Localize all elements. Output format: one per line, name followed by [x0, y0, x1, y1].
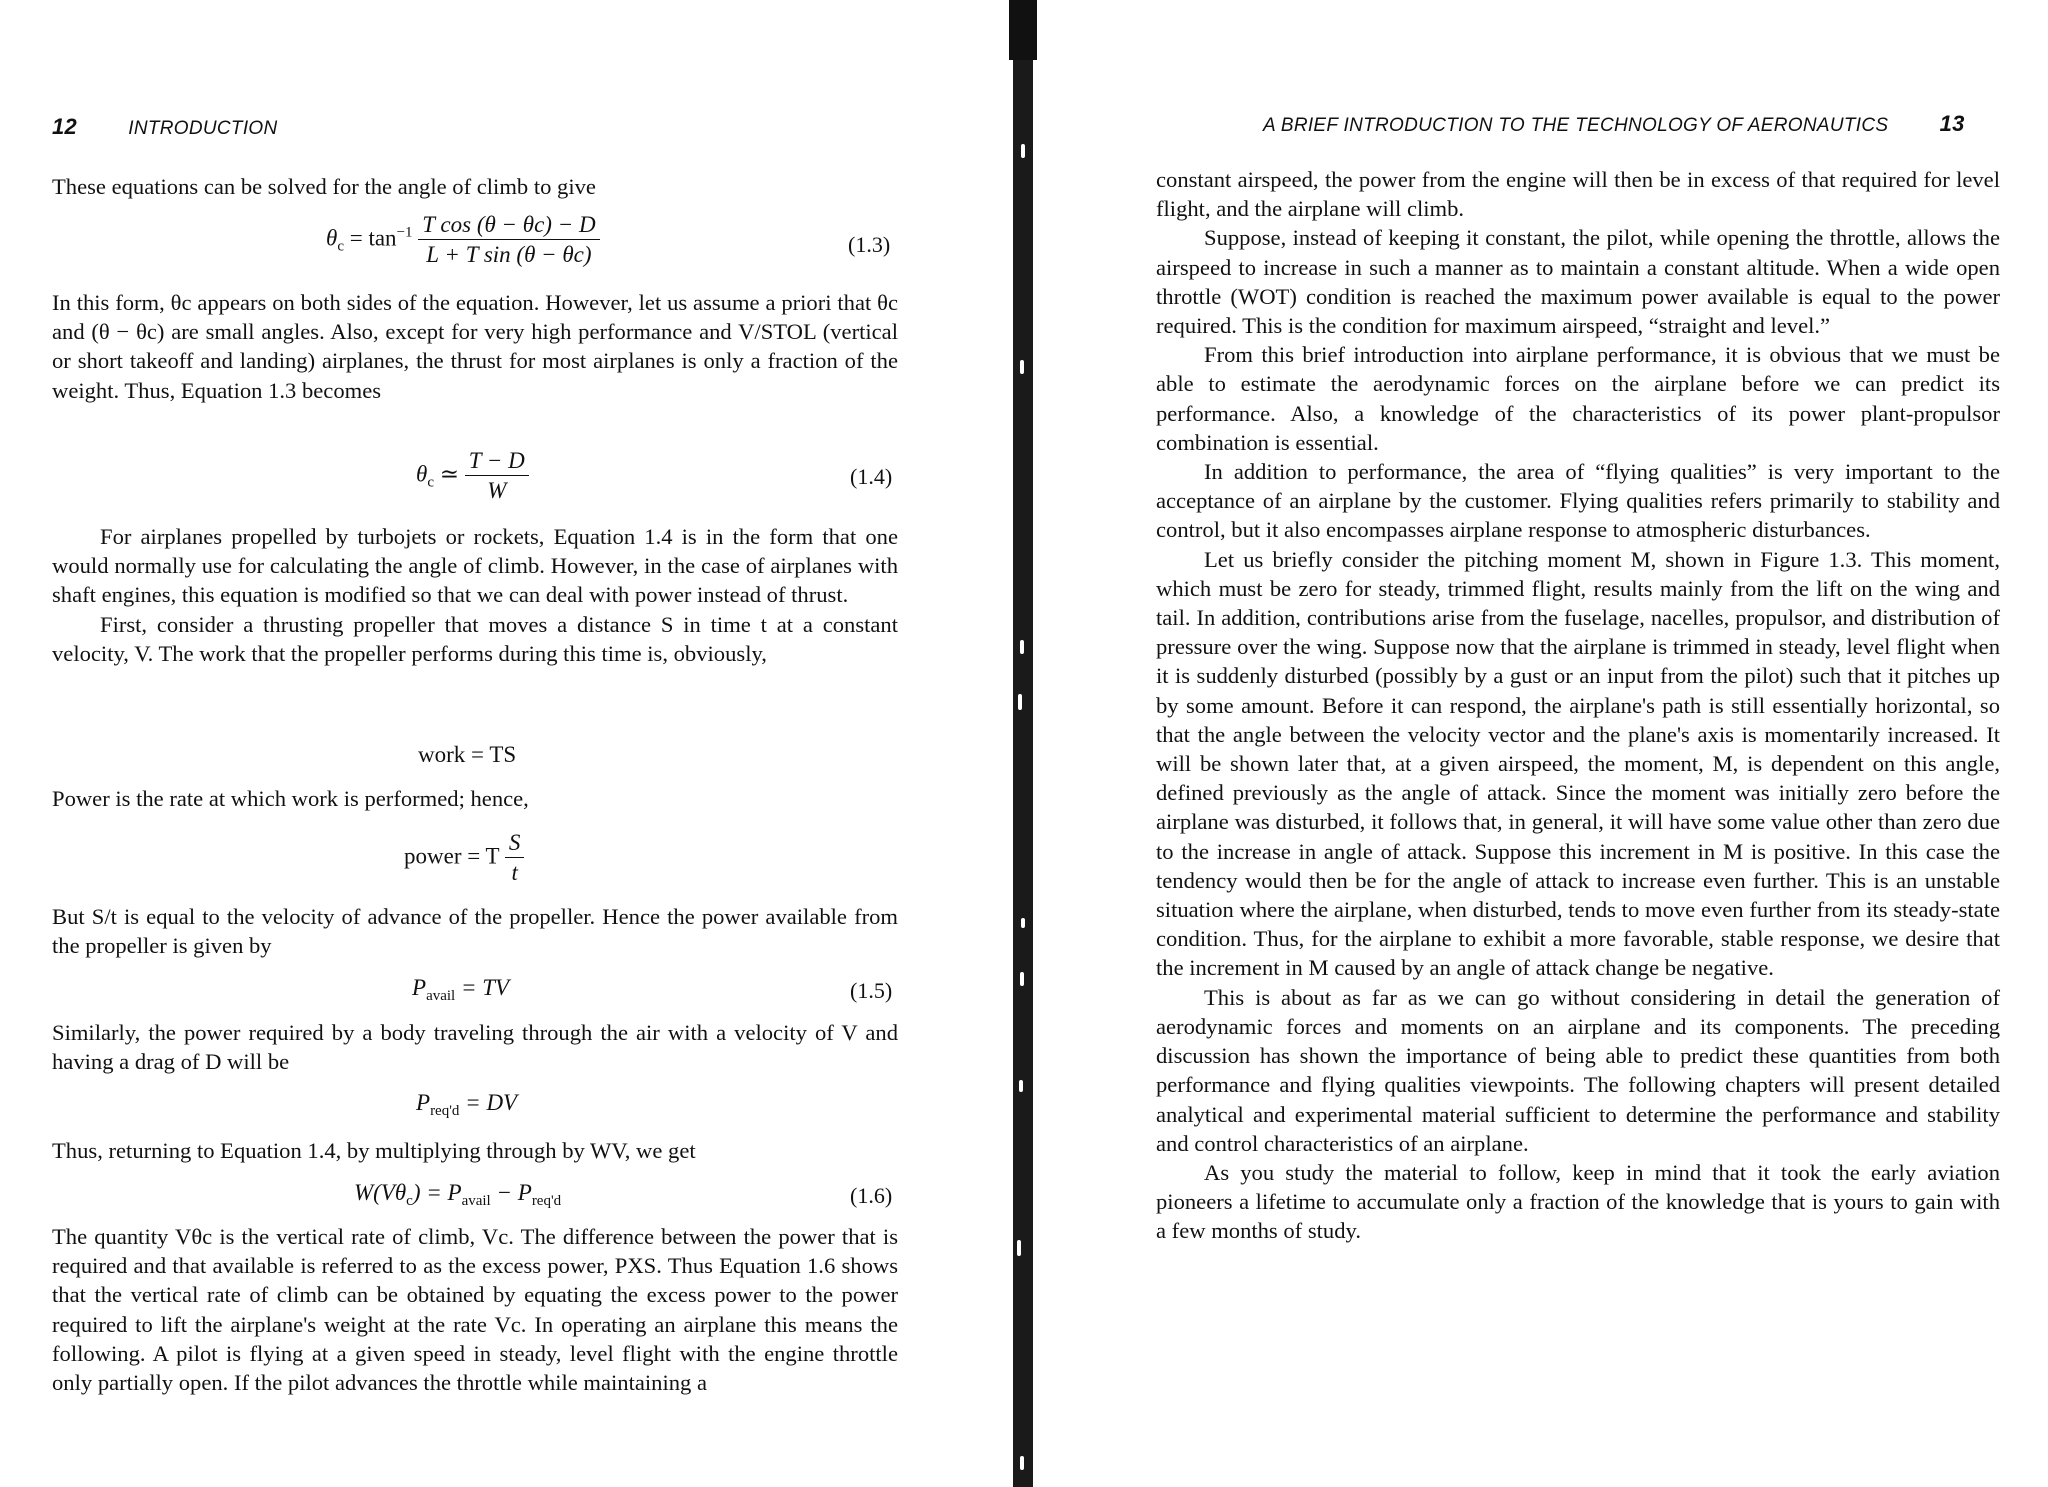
paragraph: Similarly, the power required by a body traveling through the air with a velocity of V and having a drag of D will be: [52, 1020, 898, 1075]
eq-rhs: = DV: [459, 1090, 518, 1115]
equation-1-3: [326, 212, 600, 268]
spine-mark: [1017, 1240, 1021, 1256]
paragraph: For airplanes propelled by turbojets or rockets, Equation 1.4 is in the form that one would normally use for calculating the angle of climb. However, in the case of airplanes with shaft engines, this equation is modified so that we can deal with power instead of thrust.: [52, 524, 898, 608]
eq-subscript: req'd: [430, 1103, 460, 1119]
equation-1-5: [412, 975, 509, 1005]
equation-1-4: [416, 448, 529, 504]
equation-number: (1.5): [850, 978, 893, 1003]
spine-mark: [1021, 918, 1025, 928]
paragraph: Let us briefly consider the pitching moment M, shown in Figure 1.3. This moment, which must be zero for steady, trimmed flight, results mainly from the lift on the wing and tail. In addition, contributions arise from the fuselage, nacelles, propulsor, and distribution of pressure over the wing. Suppose now that the airplane is trimmed in steady, level flight when it is suddenly disturbed (possibly by a gust or an input from the pilot) such that it pitches up by some amount. Before it can respond, the airplane's path is still essentially horizontal, so that the angle between the velocity vector and the plane's axis is momentarily increased. It will be shown later that, at a given airspeed, the moment, M, is dependent on this angle, defined previously as the angle of attack. Since the moment was initially zero before the airplane was disturbed, it follows that, in general, it will have some value other than zero due to the increase in angle of attack. Suppose this increment in M is positive. In this case the tendency would then be for the angle of attack to increase even further. This is an unstable situation where the airplane, when disturbed, tends to move even further from its steady-state condition. Thus, for the airplane to exhibit a more favorable, stable response, we desire that the increment in M caused by an angle of attack change be negative.: [1156, 546, 2000, 981]
eq-symbol: P: [416, 1090, 431, 1115]
eq-lhs: power = T: [404, 843, 505, 869]
spine-mark: [1019, 1080, 1023, 1092]
eq-subscript: c: [337, 238, 344, 255]
eq-operator: = tan: [343, 225, 397, 251]
eq-subscript: c: [427, 474, 434, 491]
paragraph: In this form, θc appears on both sides of the equation. However, let us assume a priori that θc and (θ − θc) are small angles. Also, except for very high performance and V/STOL (vertical or short takeoff and landing) airplanes, the thrust for most airplanes is only a fraction of the weight. Thus, Equation 1.3 becomes: [52, 290, 898, 403]
spine-mark: [1020, 972, 1024, 986]
paragraph: First, consider a thrusting propeller that moves a distance S in time t at a constant velocity, V. The work that the propeller performs during this time is, obviously,: [52, 611, 898, 666]
paragraph: Thus, returning to Equation 1.4, by multiplying through by WV, we get: [52, 1138, 696, 1163]
eq-superscript: −1: [396, 224, 413, 241]
eq-minus: − P: [490, 1180, 532, 1205]
paragraph: Suppose, instead of keeping it constant, the pilot, while opening the throttle, allows the airspeed to increase in such a manner as to maintain a constant altitude. When a wide open throttle (WOT) condition is reached the maximum power available is equal to the power required. This is the condition for maximum airspeed, “straight and level.”: [1156, 225, 2000, 339]
paragraph: These equations can be solved for the angle of climb to give: [52, 174, 596, 199]
equation-work: work = TS: [418, 742, 517, 767]
left-running-head: [52, 114, 278, 140]
paragraph: The quantity Vθc is the vertical rate of climb, Vc. The difference between the power that is required and that available is referred to as the excess power, PXS. Thus Equation 1.6 shows that the vertical rate of climb can be obtained by equating the excess power to the power required to lift the airplane's weight at the rate Vc. In operating an airplane this means the following. A pilot is flying at a given speed in steady, level flight with the engine throttle only partially open. If the pilot advances the throttle while maintaining a: [52, 1224, 898, 1396]
eq-numerator: T − D: [465, 448, 529, 476]
eq-mid: ) = P: [412, 1180, 462, 1205]
left-page-number: 12: [52, 114, 78, 139]
paragraph: Power is the rate at which work is performed; hence,: [52, 786, 529, 811]
spine-mark: [1020, 640, 1024, 654]
spine-mark: [1020, 1456, 1024, 1470]
eq-subscript: avail: [461, 1193, 491, 1209]
eq-numerator: S: [505, 830, 525, 858]
eq-denominator: L + T sin (θ − θc): [426, 242, 592, 267]
paragraph: From this brief introduction into airplane performance, it is obvious that we must be able to estimate the aerodynamic forces on the airplane before we can predict its performance. Also, a knowledge of the characteristics of its power plant-propulsor combination is essential.: [1156, 342, 2000, 455]
eq-numerator: T cos (θ − θc) − D: [418, 212, 599, 240]
right-page-number: 13: [1939, 111, 1965, 136]
paragraph: In addition to performance, the area of “flying qualities” is very important to the acceptance of an airplane by the customer. Flying qualities refers primarily to stability and control, but it also encompasses airplane response to atmospheric disturbances.: [1156, 459, 2000, 543]
eq-symbol: θ: [416, 461, 428, 487]
paragraph: This is about as far as we can go without considering in detail the generation of aerodynamic forces and moments on an airplane and its components. The preceding discussion has shown the importance of being able to predict these quantities from both performance and flying qualities viewpoints. The following chapters will present detailed analytical and experimental material sufficient to determine the performance and stability and control characteristics of an airplane.: [1156, 984, 2000, 1156]
eq-denominator: t: [511, 860, 518, 885]
eq-subscript: avail: [426, 988, 456, 1004]
eq-lhs: W(Vθ: [354, 1180, 407, 1205]
right-chapter-title: A BRIEF INTRODUCTION TO THE TECHNOLOGY OF AERONAUTICS: [1263, 115, 1889, 136]
paragraph: But S/t is equal to the velocity of advance of the propeller. Hence the power available from the propeller is given by: [52, 904, 898, 959]
left-chapter-title: INTRODUCTION: [128, 118, 278, 139]
spine-mark: [1020, 360, 1024, 374]
eq-fraction: [465, 448, 529, 504]
eq-symbol: θ: [326, 225, 338, 251]
paragraph: As you study the material to follow, keep in mind that it took the early aviation pioneers a lifetime to accumulate only a fraction of the knowledge that is yours to gain with a few months of study.: [1156, 1159, 2000, 1244]
eq-symbol: P: [412, 975, 427, 1000]
eq-operator: ≃: [433, 461, 465, 487]
equation-preq: [416, 1090, 517, 1120]
eq-denominator: W: [487, 478, 507, 503]
equation-number: (1.4): [850, 464, 893, 489]
paragraph: constant airspeed, the power from the engine will then be in excess of that required for level flight, and the airplane will climb.: [1156, 167, 2000, 222]
eq-fraction: [418, 212, 599, 268]
equation-1-6: [354, 1180, 561, 1210]
spine-mark: [1021, 144, 1025, 158]
equation-number: (1.3): [848, 232, 891, 257]
left-page: [0, 0, 1000, 1487]
right-running-head: [1263, 111, 1965, 137]
eq-subscript: req'd: [531, 1193, 562, 1209]
equation-power: [404, 830, 524, 886]
eq-rhs: = TV: [455, 975, 510, 1000]
eq-fraction: [505, 830, 525, 886]
eq-subscript: c: [406, 1193, 413, 1209]
right-page: [1028, 0, 2048, 1487]
equation-number: (1.6): [850, 1183, 893, 1208]
spine-mark: [1018, 694, 1022, 710]
